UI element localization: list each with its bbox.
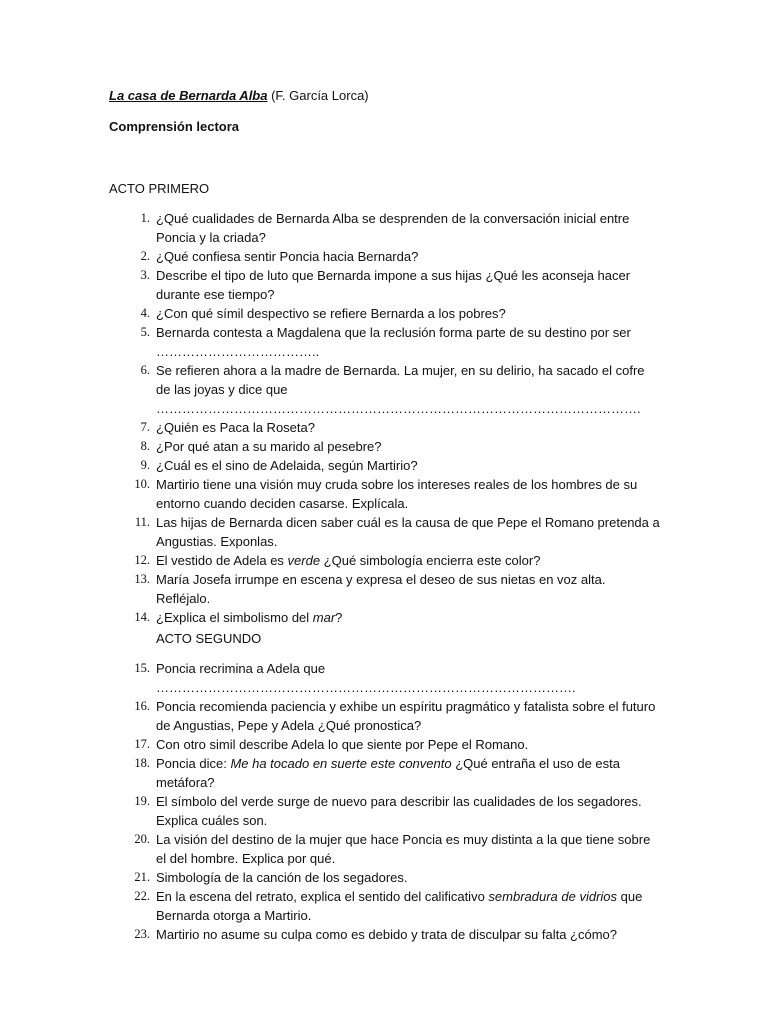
question-item	[0, 868, 768, 887]
question-number: 22.	[134, 889, 150, 903]
question-text	[156, 661, 576, 695]
question-text-part: La visión del destino de la mujer que hace Poncia es muy distinta a la que tiene sobre el del hombre. Explica por qué.	[156, 832, 651, 866]
act-two-heading: ACTO SEGUNDO	[156, 631, 262, 646]
question-item	[0, 570, 768, 608]
question-text-part: ?	[335, 610, 343, 625]
question-number: 11.	[134, 515, 150, 529]
question-number: 8.	[140, 439, 150, 453]
question-text	[156, 572, 605, 606]
question-number: 5.	[140, 325, 150, 339]
question-item	[0, 830, 768, 868]
act-two-question-list	[0, 659, 768, 944]
question-number: 4.	[140, 306, 150, 320]
question-text-part: El vestido de Adela es	[156, 553, 288, 568]
question-text	[156, 477, 637, 511]
question-number: 15.	[134, 661, 150, 675]
question-text	[156, 439, 381, 454]
question-item	[0, 437, 768, 456]
question-number: 23.	[134, 927, 150, 941]
question-text-part: Con otro simil describe Adela lo que siente por Pepe el Romano.	[156, 737, 529, 752]
question-text-part: Se refieren ahora a la madre de Bernarda. La mujer, en su delirio, ha sacado el cofre de las joyas y dice que ………………………………………………………………………………………………….	[156, 363, 645, 416]
question-text	[156, 889, 642, 923]
question-text-italic: mar	[312, 610, 336, 625]
question-number: 3.	[140, 268, 150, 282]
question-number: 21.	[134, 870, 150, 884]
question-text-part: Describe el tipo de luto que Bernarda impone a sus hijas ¿Qué les aconseja hacer durante ese tiempo?	[156, 268, 631, 302]
question-text-part: ¿Qué confiesa sentir Poncia hacia Bernarda?	[156, 249, 419, 264]
question-number: 17.	[134, 737, 150, 751]
question-text-part: ¿Cuál es el sino de Adelaida, según Martirio?	[156, 458, 418, 473]
question-text-part: El símbolo del verde surge de nuevo para describir las cualidades de los segadores. Explica cuáles son.	[156, 794, 642, 828]
question-item	[0, 513, 768, 551]
question-text	[156, 306, 506, 321]
question-item	[0, 323, 768, 361]
question-text-part: ¿Explica el simbolismo del	[156, 610, 313, 625]
question-number: 13.	[134, 572, 150, 586]
question-item	[0, 697, 768, 735]
work-title: La casa de Bernarda Alba	[109, 88, 268, 103]
question-text	[156, 515, 660, 549]
question-item	[0, 418, 768, 437]
question-text-part: En la escena del retrato, explica el sentido del calificativo	[156, 889, 489, 904]
question-text	[156, 211, 629, 245]
question-number: 14.	[134, 610, 150, 624]
question-text	[156, 325, 631, 359]
question-number: 7.	[140, 420, 150, 434]
question-item	[0, 925, 768, 944]
question-text	[156, 832, 650, 866]
question-number: 6.	[140, 363, 150, 377]
question-item	[0, 456, 768, 475]
question-item	[0, 209, 768, 247]
question-item	[0, 361, 768, 418]
question-text	[156, 737, 528, 752]
question-text	[156, 363, 645, 416]
question-text-part: Poncia dice:	[156, 756, 231, 771]
question-item	[0, 608, 768, 627]
question-text	[156, 553, 540, 568]
document-subtitle: Comprensión lectora	[109, 119, 240, 134]
question-text-italic: verde	[287, 553, 321, 568]
question-text-part: Bernarda contesta a Magdalena que la reclusión forma parte de su destino por ser ………………………………..	[156, 325, 631, 359]
question-item	[0, 659, 768, 697]
question-number: 18.	[134, 756, 150, 770]
question-item	[0, 475, 768, 513]
act-one-question-list	[0, 209, 768, 627]
question-item	[0, 304, 768, 323]
question-text-part: ¿Qué simbología encierra este color?	[320, 553, 541, 568]
question-number: 16.	[134, 699, 150, 713]
question-text-part: que Bernarda otorga a Martirio.	[156, 889, 643, 923]
question-item	[0, 266, 768, 304]
question-number: 2.	[140, 249, 150, 263]
question-text-part: Las hijas de Bernarda dicen saber cuál es la causa de que Pepe el Romano pretenda a Angustias. Exponlas.	[156, 515, 660, 549]
question-text-part: ¿Qué entraña el uso de esta metáfora?	[156, 756, 620, 790]
question-text	[156, 927, 617, 942]
question-item	[0, 247, 768, 266]
question-text-part: ¿Con qué símil despectivo se refiere Bernarda a los pobres?	[156, 306, 506, 321]
question-text-part: Martirio tiene una visión muy cruda sobre los intereses reales de los hombres de su entorno cuando deciden casarse. Explícala.	[156, 477, 638, 511]
question-item	[0, 887, 768, 925]
question-number: 10.	[134, 477, 150, 491]
question-number: 1.	[140, 211, 150, 225]
question-number: 9.	[140, 458, 150, 472]
act-one-heading: ACTO PRIMERO	[109, 181, 210, 196]
question-text-italic: Me ha tocado en suerte este convento	[230, 756, 452, 771]
question-text-part: ¿Qué cualidades de Bernarda Alba se desprenden de la conversación inicial entre Poncia y la criada?	[156, 211, 630, 245]
question-text	[156, 610, 342, 625]
question-text	[156, 756, 620, 790]
question-text-part: Simbología de la canción de los segadores.	[156, 870, 408, 885]
question-text-part: María Josefa irrumpe en escena y expresa el deseo de sus nietas en voz alta. Refléjalo.	[156, 572, 606, 606]
question-text	[156, 458, 418, 473]
question-text	[156, 420, 315, 435]
question-item	[0, 754, 768, 792]
document-title	[109, 86, 369, 105]
author-name: (F. García Lorca)	[267, 88, 369, 103]
question-text-part: Poncia recrimina a Adela que …………………………………………………………………………………….	[156, 661, 576, 695]
question-item	[0, 735, 768, 754]
question-text	[156, 699, 655, 733]
question-number: 20.	[134, 832, 150, 846]
question-text	[156, 794, 642, 828]
question-item	[0, 551, 768, 570]
question-text-part: ¿Por qué atan a su marido al pesebre?	[156, 439, 382, 454]
question-text-part: Martirio no asume su culpa como es debido y trata de disculpar su falta ¿cómo?	[156, 927, 618, 942]
question-text	[156, 870, 408, 885]
question-number: 19.	[134, 794, 150, 808]
question-text	[156, 249, 418, 264]
question-number: 12.	[134, 553, 150, 567]
question-text-italic: sembradura de vidrios	[488, 889, 618, 904]
question-text-part: ¿Quién es Paca la Roseta?	[156, 420, 315, 435]
question-text-part: Poncia recomienda paciencia y exhibe un espíritu pragmático y fatalista sobre el futuro de Angustias, Pepe y Adela ¿Qué pronostica?	[156, 699, 656, 733]
question-item	[0, 792, 768, 830]
question-text	[156, 268, 630, 302]
